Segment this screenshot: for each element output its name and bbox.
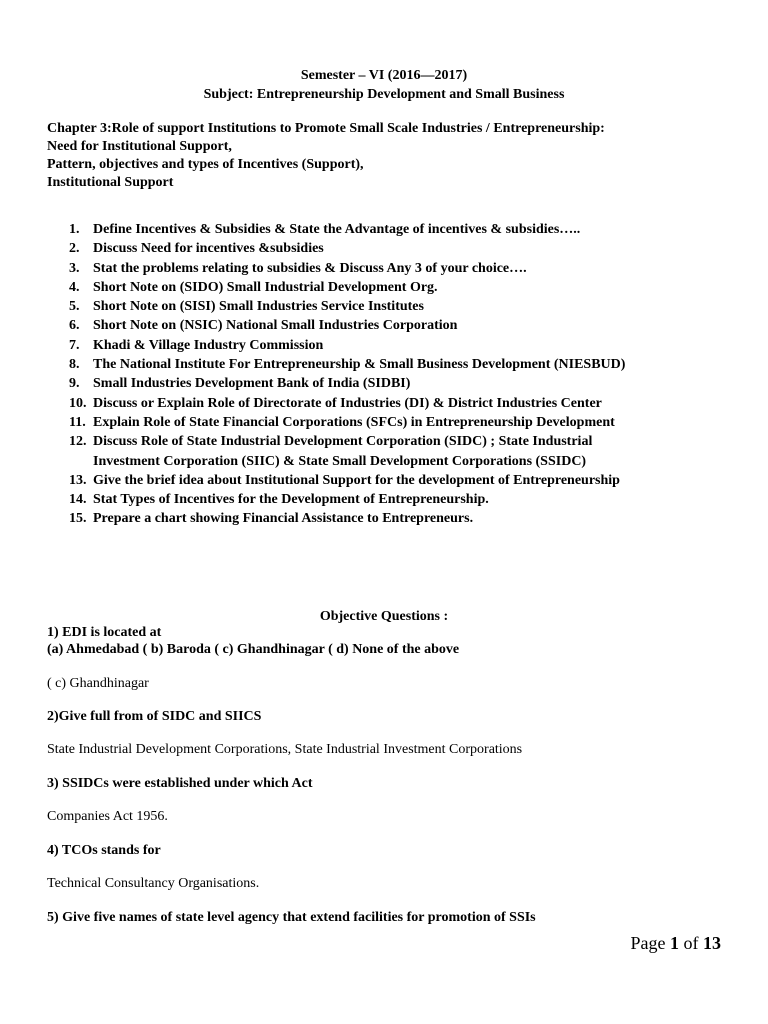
item-number: 3. xyxy=(69,260,80,276)
chapter-block xyxy=(47,120,737,192)
item-text: Short Note on (NSIC) National Small Industries Corporation xyxy=(93,318,458,334)
list-item xyxy=(47,336,747,355)
item-text: Discuss or Explain Role of Directorate of Industries (DI) & District Industries Center xyxy=(93,395,602,411)
list-item xyxy=(47,490,747,509)
list-item xyxy=(47,220,747,239)
item-text: Define Incentives & Subsidies & State the Advantage of incentives & subsidies….. xyxy=(93,222,581,237)
semester-heading: Semester – VI (2016—2017) xyxy=(300,68,468,83)
list-item xyxy=(47,259,747,278)
item-number: 15. xyxy=(69,511,87,527)
objective-answer-1: ( c) Ghandhinagar xyxy=(47,676,149,691)
list-item xyxy=(47,297,747,316)
item-number: 11. xyxy=(69,414,86,430)
item-text: Stat Types of Incentives for the Development of Entrepreneurship. xyxy=(93,492,489,508)
item-number: 8. xyxy=(69,357,80,373)
list-item xyxy=(47,374,747,393)
list-item xyxy=(47,278,747,297)
current-page: 1 xyxy=(670,933,679,953)
objective-question-4: 4) TCOs stands for xyxy=(47,843,161,858)
list-item xyxy=(47,239,747,258)
item-text: Small Industries Development Bank of India (SIDBI) xyxy=(93,376,411,392)
subject-heading: Subject: Entrepreneurship Development and Small Business xyxy=(203,87,565,102)
total-pages: 13 xyxy=(703,933,721,953)
item-number: 9. xyxy=(69,376,80,392)
objective-answer-3: Companies Act 1956. xyxy=(47,809,168,824)
item-text-continued: Investment Corporation (SIIC) & State Small Development Corporations (SSIDC) xyxy=(93,453,587,469)
item-text: Give the brief idea about Institutional Support for the development of Entrepreneurship xyxy=(93,472,620,488)
item-number: 6. xyxy=(69,318,80,334)
item-number: 5. xyxy=(69,299,80,315)
item-number: 13. xyxy=(69,472,87,488)
chapter-topic-1: Need for Institutional Support, xyxy=(47,139,232,154)
item-text: Khadi & Village Industry Commission xyxy=(93,337,324,353)
item-number: 12. xyxy=(69,434,87,450)
objective-answer-4: Technical Consultancy Organisations. xyxy=(47,876,260,891)
objective-question-3: 3) SSIDCs were established under which Act xyxy=(47,776,313,791)
item-text: Stat the problems relating to subsidies & Discuss Any 3 of your choice…. xyxy=(93,260,527,276)
item-number: 7. xyxy=(69,337,80,353)
item-text: Short Note on (SIDO) Small Industrial Development Org. xyxy=(93,279,438,295)
list-item xyxy=(47,432,747,471)
page-label: Page xyxy=(630,933,666,953)
list-item xyxy=(47,509,747,528)
item-number: 2. xyxy=(69,241,80,257)
chapter-title: Chapter 3:Role of support Institutions to Promote Small Scale Industries / Entrepreneurship: xyxy=(47,121,605,136)
item-number: 10. xyxy=(69,395,87,411)
item-text: Short Note on (SISI) Small Industries Service Institutes xyxy=(93,299,424,315)
list-item xyxy=(47,394,747,413)
list-item xyxy=(47,355,747,374)
question-list xyxy=(47,220,747,529)
objective-question-1-options: (a) Ahmedabad ( b) Baroda ( c) Ghandhinagar ( d) None of the above xyxy=(47,642,460,657)
item-number: 4. xyxy=(69,279,80,295)
item-number: 1. xyxy=(69,222,80,237)
objective-questions-heading: Objective Questions : xyxy=(319,609,449,624)
item-text: Discuss Need for incentives &subsidies xyxy=(93,241,324,257)
item-text: The National Institute For Entrepreneurship & Small Business Development (NIESBUD) xyxy=(93,357,626,373)
of-label: of xyxy=(683,933,699,953)
item-number: 14. xyxy=(69,492,87,508)
list-item xyxy=(47,316,747,335)
chapter-topic-2: Pattern, objectives and types of Incentives (Support), xyxy=(47,157,364,172)
page-number xyxy=(631,933,722,954)
objective-answer-2: State Industrial Development Corporations, State Industrial Investment Corporations xyxy=(47,742,523,757)
item-text: Prepare a chart showing Financial Assistance to Entrepreneurs. xyxy=(93,511,474,527)
objective-question-5: 5) Give five names of state level agency that extend facilities for promotion of SSIs xyxy=(47,910,536,925)
item-text: Discuss Role of State Industrial Development Corporation (SIDC) ; State Industrial xyxy=(93,434,593,450)
item-text: Explain Role of State Financial Corporations (SFCs) in Entrepreneurship Development xyxy=(93,414,615,430)
chapter-topic-3: Institutional Support xyxy=(47,175,174,190)
list-item xyxy=(47,413,747,432)
list-item xyxy=(47,471,747,490)
objective-question-1: 1) EDI is located at xyxy=(47,625,162,640)
objective-question-2: 2)Give full from of SIDC and SIICS xyxy=(47,709,262,724)
